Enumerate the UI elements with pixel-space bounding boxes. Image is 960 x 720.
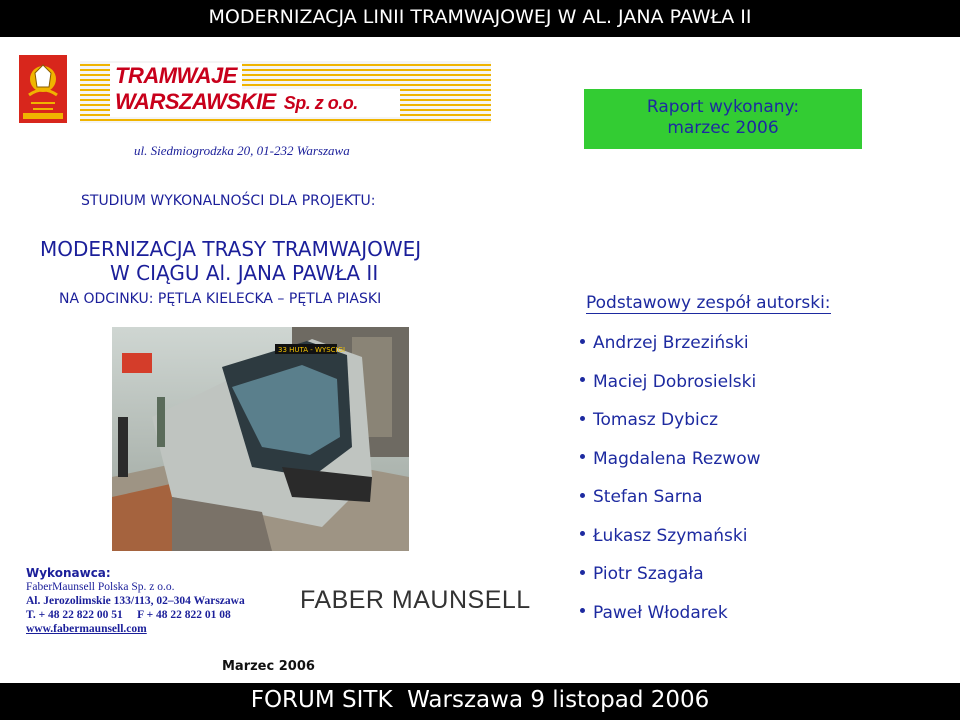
document-date: Marzec 2006 <box>222 659 315 674</box>
team-member: Tomasz Dybicz <box>580 410 761 449</box>
bullet-icon <box>580 570 585 575</box>
team-member: Maciej Dobrosielski <box>580 372 761 411</box>
forum-title: FORUM SITK Warszawa 9 listopad 2006 <box>250 687 710 713</box>
study-label: STUDIUM WYKONALNOŚCI DLA PROJEKTU: <box>81 193 376 209</box>
client-address: ul. Siedmiogrodzka 20, 01-232 Warszawa <box>134 143 350 158</box>
tram-photo <box>112 327 409 551</box>
project-subtitle: NA ODCINKU: PĘTLA KIELECKA – PĘTLA PIASKI <box>59 291 382 307</box>
bullet-icon <box>580 454 585 459</box>
coat-of-arms-logo <box>19 55 67 123</box>
team-member: Paweł Włodarek <box>580 603 761 642</box>
team-member: Stefan Sarna <box>580 487 761 526</box>
project-title-line2: W CIĄGU Al. JANA PAWŁA II <box>110 261 379 285</box>
bullet-icon <box>580 608 585 613</box>
bullet-icon <box>580 416 585 421</box>
team-member: Andrzej Brzeziński <box>580 333 761 372</box>
contractor-street: Al. Jerozolimskie 133/113, 02–304 Warszawa <box>26 595 245 607</box>
faber-maunsell-logo: FABER MAUNSELL <box>300 586 531 614</box>
bullet-icon <box>580 339 585 344</box>
team-list <box>580 333 761 641</box>
contractor-block <box>26 566 245 636</box>
bullet-icon <box>580 531 585 536</box>
banner-title: MODERNIZACJA LINII TRAMWAJOWEJ W AL. JANA PAWŁA II <box>208 6 752 28</box>
brand-line2: WARSZAWSKIE Sp. z o.o. <box>115 89 358 114</box>
top-banner <box>0 0 960 37</box>
report-date-box <box>584 89 862 149</box>
bottom-banner <box>0 683 960 720</box>
contractor-website-link[interactable]: www.fabermaunsell.com <box>26 623 147 635</box>
contractor-phones: T. + 48 22 822 00 51 F + 48 22 822 01 08 <box>26 609 231 621</box>
brand-suffix: Sp. z o.o. <box>283 93 358 113</box>
team-heading: Podstawowy zespół autorski: <box>586 293 831 313</box>
brand-line1: TRAMWAJE <box>115 63 237 88</box>
team-member: Magdalena Rezwow <box>580 449 761 488</box>
contractor-company: FaberMaunsell Polska Sp. z o.o. <box>26 581 175 593</box>
report-date: marzec 2006 <box>667 118 779 138</box>
team-member: Piotr Szagała <box>580 564 761 603</box>
team-member: Łukasz Szymański <box>580 526 761 565</box>
bullet-icon <box>580 377 585 382</box>
report-label: Raport wykonany: <box>646 97 800 117</box>
tram-display: 33 HUTA - WYSCIGI <box>278 346 346 354</box>
contractor-label: Wykonawca: <box>26 566 111 580</box>
project-title-line1: MODERNIZACJA TRASY TRAMWAJOWEJ <box>40 237 422 261</box>
bullet-icon <box>580 493 585 498</box>
